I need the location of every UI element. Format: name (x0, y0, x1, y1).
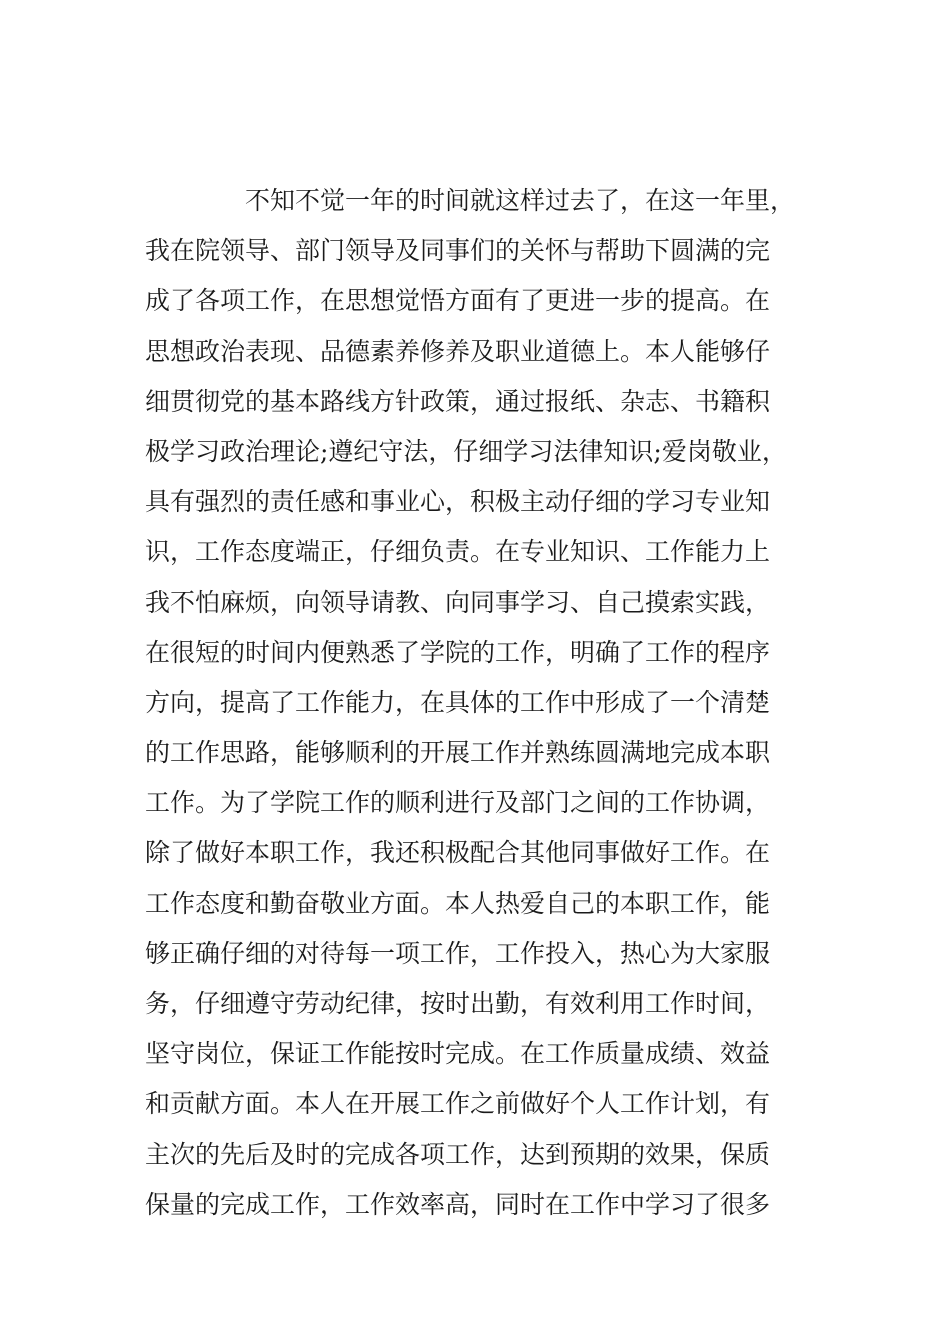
paragraph-line: 主次的先后及时的完成各项工作，达到预期的效果，保质 (145, 1139, 771, 1169)
paragraph-line: 坚守岗位，保证工作能按时完成。在工作质量成绩、效益 (145, 1039, 771, 1069)
paragraph-line: 极学习政治理论;遵纪守法，仔细学习法律知识;爱岗敬业， (145, 436, 787, 466)
paragraph-line: 工作。为了学院工作的顺利进行及部门之间的工作协调， (145, 788, 771, 818)
paragraph-line: 方向，提高了工作能力，在具体的工作中形成了一个清楚 (145, 687, 771, 717)
body-paragraph (145, 176, 845, 1230)
paragraph-line: 我在院领导、部门领导及同事们的关怀与帮助下圆满的完 (145, 236, 771, 266)
paragraph-line: 具有强烈的责任感和事业心，积极主动仔细的学习专业知 (145, 487, 771, 517)
paragraph-line: 在很短的时间内便熟悉了学院的工作，明确了工作的程序 (145, 637, 771, 667)
paragraph-line: 保量的完成工作，工作效率高，同时在工作中学习了很多 (145, 1189, 771, 1219)
paragraph-line: 不知不觉一年的时间就这样过去了，在这一年里， (245, 186, 796, 215)
paragraph-line: 的工作思路，能够顺利的开展工作并熟练圆满地完成本职 (145, 738, 771, 768)
paragraph-line: 细贯彻党的基本路线方针政策，通过报纸、杂志、书籍积 (145, 386, 771, 416)
paragraph-line: 思想政治表现、品德素养修养及职业道德上。本人能够仔 (145, 336, 771, 366)
paragraph-line: 识，工作态度端正，仔细负责。在专业知识、工作能力上 (145, 537, 771, 567)
paragraph-line: 工作态度和勤奋敬业方面。本人热爱自己的本职工作，能 (145, 888, 771, 918)
paragraph-line: 够正确仔细的对待每一项工作，工作投入，热心为大家服 (145, 938, 771, 968)
paragraph-line: 务，仔细遵守劳动纪律，按时出勤，有效利用工作时间， (145, 989, 771, 1018)
paragraph-line: 和贡献方面。本人在开展工作之前做好个人工作计划，有 (145, 1089, 771, 1119)
paragraph-line: 成了各项工作，在思想觉悟方面有了更进一步的提高。在 (145, 286, 771, 316)
paragraph-line: 我不怕麻烦，向领导请教、向同事学习、自己摸索实践， (145, 587, 771, 617)
paragraph-line: 除了做好本职工作，我还积极配合其他同事做好工作。在 (145, 838, 771, 868)
